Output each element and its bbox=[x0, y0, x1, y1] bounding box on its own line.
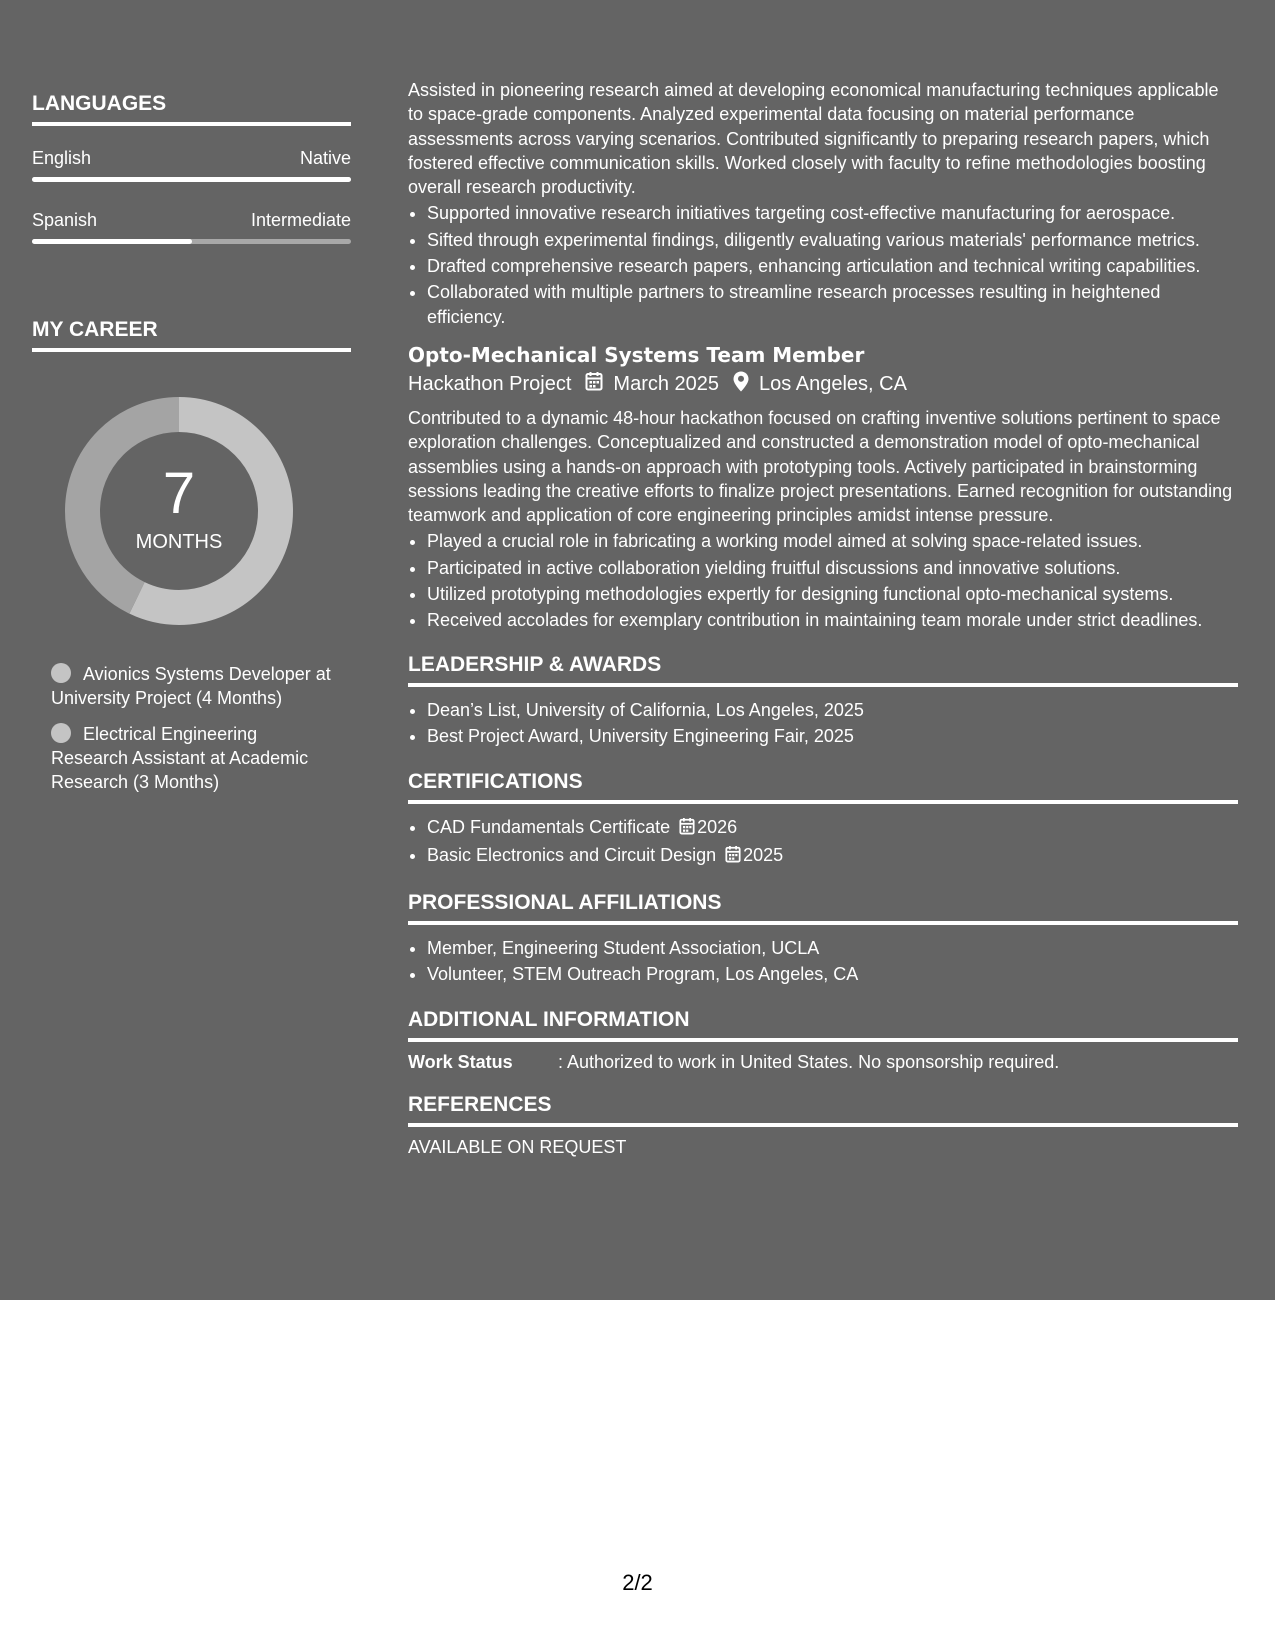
page-number: 2/2 bbox=[622, 1570, 653, 1595]
leadership-list bbox=[408, 697, 1238, 750]
language-entry bbox=[32, 210, 351, 244]
calendar-icon bbox=[585, 371, 603, 397]
career-donut-chart bbox=[64, 396, 294, 626]
list-item: • Utilized prototyping methodologies expertly for designing functional opto-mechanical systems. bbox=[427, 582, 1238, 606]
career-legend bbox=[32, 662, 351, 794]
job-bullets bbox=[408, 529, 1238, 632]
language-level: Intermediate bbox=[250, 210, 351, 230]
additional-info-heading: ADDITIONAL INFORMATION bbox=[408, 1008, 1238, 1042]
career-legend-item: Electrical Engineering Research Assistant at Academic Research (3 Months) bbox=[51, 724, 309, 792]
list-item: • Drafted comprehensive research papers, enhancing articulation and technical writing capabilities. bbox=[427, 254, 1238, 278]
certification-year: 2026 bbox=[697, 816, 738, 837]
leadership-heading: LEADERSHIP & AWARDS bbox=[408, 653, 1238, 687]
job-paragraph: Contributed to a dynamic 48-hour hackathon focused on crafting inventive solutions pertinent to space exploration challenges. Conceptualized and constructed a demonstration model of opto-mechanical assemblies using a hands-on approach with prototyping tools. Actively participated in brainstorming sessions leading the creative efforts to finalize project presentations. Earned recognition for outstanding teamwork and application of core engineering principles amidst intense pressure. bbox=[408, 407, 1233, 526]
affiliations-heading: PROFESSIONAL AFFILIATIONS bbox=[408, 891, 1238, 925]
affiliations-list bbox=[408, 935, 1238, 988]
legend-dot-icon bbox=[51, 723, 71, 743]
experience-paragraph: Assisted in pioneering research aimed at developing economical manufacturing techniques applicable to space-grade components. Analyzed experimental data focusing on material performance assessments across varying scenarios. Contributed significantly to preparing research papers, which fostered effective communication skills. Worked closely with faculty to refine methodologies boosting overall research productivity. bbox=[408, 80, 1219, 198]
experience-bullets bbox=[408, 201, 1238, 328]
language-proficiency-bar bbox=[32, 177, 351, 182]
list-item: • Member, Engineering Student Association, UCLA bbox=[427, 935, 1238, 962]
list-item: • Collaborated with multiple partners to streamline research processes resulting in heightened efficiency. bbox=[427, 280, 1238, 329]
certifications-list bbox=[408, 814, 1238, 871]
legend-dot-icon bbox=[51, 663, 71, 683]
list-item: • Dean’s List, University of California, Los Angeles, 2025 bbox=[427, 697, 1238, 724]
list-item bbox=[427, 842, 1238, 871]
job-title: Opto-Mechanical Systems Team Member bbox=[408, 342, 865, 367]
calendar-icon bbox=[679, 816, 695, 843]
job-location: Los Angeles, CA bbox=[759, 372, 907, 395]
certification-name: Basic Electronics and Circuit Design bbox=[427, 845, 717, 866]
certifications-heading: CERTIFICATIONS bbox=[408, 770, 1238, 804]
language-name: Spanish bbox=[32, 210, 98, 230]
sidebar bbox=[32, 92, 351, 806]
list-item: • Participated in active collaboration yielding fruitful discussions and innovative solutions. bbox=[427, 556, 1238, 580]
certification-year: 2025 bbox=[743, 845, 784, 866]
work-status-label: Work Status bbox=[408, 1051, 513, 1072]
language-proficiency-fill bbox=[32, 239, 192, 244]
career-heading: MY CAREER bbox=[32, 318, 351, 352]
list-item: • Played a crucial role in fabricating a working model aimed at solving space-related issues. bbox=[427, 529, 1238, 553]
language-name: English bbox=[32, 148, 92, 168]
list-item: • Supported innovative research initiatives targeting cost-effective manufacturing for aerospace. bbox=[427, 201, 1238, 225]
location-pin-icon bbox=[733, 371, 749, 398]
list-item: • Sifted through experimental findings, diligently evaluating various materials' performance metrics. bbox=[427, 228, 1238, 252]
job-date: March 2025 bbox=[613, 372, 720, 395]
calendar-icon bbox=[725, 844, 741, 871]
career-total-unit: MONTHS bbox=[135, 531, 223, 553]
main-content bbox=[408, 78, 1238, 1158]
language-level: Native bbox=[299, 148, 351, 168]
references-text: AVAILABLE ON REQUEST bbox=[408, 1136, 627, 1157]
work-status-value: : Authorized to work in United States. No sponsorship required. bbox=[558, 1051, 1060, 1072]
language-proficiency-fill bbox=[32, 177, 351, 182]
job-meta bbox=[408, 371, 1238, 398]
certification-name: CAD Fundamentals Certificate bbox=[427, 816, 671, 837]
work-status-row bbox=[408, 1052, 1238, 1073]
languages-heading: LANGUAGES bbox=[32, 92, 351, 126]
language-proficiency-bar bbox=[32, 239, 351, 244]
list-item: • Best Project Award, University Engineering Fair, 2025 bbox=[427, 723, 1238, 750]
list-item: • Volunteer, STEM Outreach Program, Los Angeles, CA bbox=[427, 961, 1238, 988]
list-item bbox=[427, 814, 1238, 843]
list-item: • Received accolades for exemplary contribution in maintaining team morale under strict deadlines. bbox=[427, 608, 1238, 632]
career-total-value: 7 bbox=[162, 461, 196, 526]
references-heading: REFERENCES bbox=[408, 1093, 1238, 1127]
job-org: Hackathon Project bbox=[408, 372, 572, 395]
language-entry bbox=[32, 148, 351, 182]
career-legend-item: Avionics Systems Developer at University Project (4 Months) bbox=[51, 664, 331, 708]
